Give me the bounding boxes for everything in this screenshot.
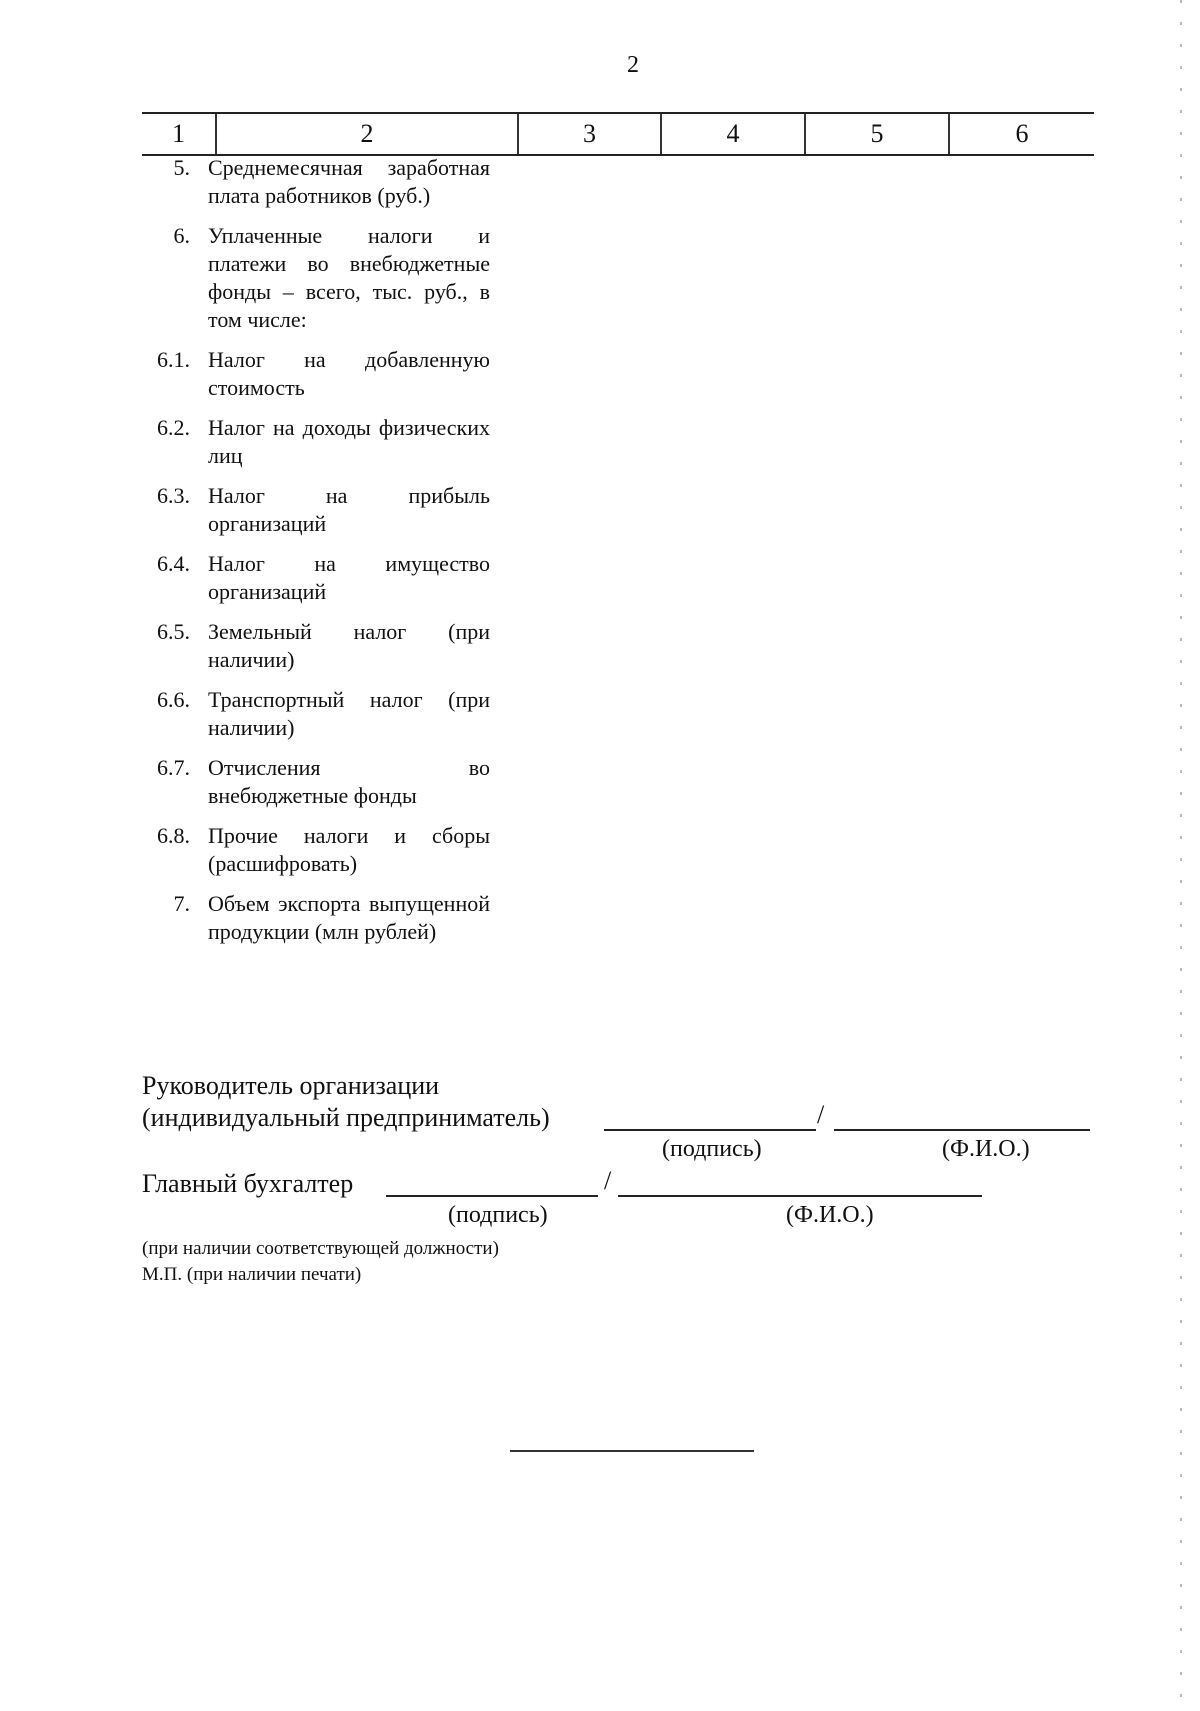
- head-subtitle: (индивидуальный предприниматель): [142, 1103, 550, 1132]
- table-row: [142, 686, 542, 742]
- accountant-signature-line[interactable]: [386, 1195, 598, 1197]
- table-row: [142, 822, 542, 878]
- table-row: [142, 618, 542, 674]
- column-header-1: 1: [142, 114, 217, 154]
- row-number: 6.8.: [157, 823, 190, 848]
- row-number: 6.7.: [157, 755, 190, 780]
- chief-accountant-label: Главный бухгалтер: [142, 1169, 354, 1198]
- row-label: Налог на прибыль организаций: [208, 483, 490, 536]
- row-label: Налог на имущество организаций: [208, 551, 490, 604]
- table-row: [142, 890, 542, 946]
- row-number: 6.4.: [157, 551, 190, 576]
- accountant-name-caption: (Ф.И.О.): [786, 1202, 874, 1228]
- stamp-note: М.П. (при наличии печати): [142, 1264, 362, 1285]
- table-row: [142, 482, 542, 538]
- row-label: Налог на доходы физических лиц: [208, 415, 490, 468]
- row-label: Транспортный налог (при наличии): [208, 687, 490, 740]
- page-number: 2: [627, 52, 639, 78]
- accountant-name-line[interactable]: [618, 1195, 982, 1197]
- column-header-6: 6: [1015, 119, 1029, 148]
- row-number: 6.1.: [157, 347, 190, 372]
- position-note: (при наличии соответствующей должности): [142, 1238, 499, 1259]
- row-label: Среднемесячная заработная плата работников (руб.): [208, 155, 490, 208]
- accountant-slash: /: [604, 1166, 612, 1195]
- row-number: 6.2.: [157, 415, 190, 440]
- table-row: [142, 154, 542, 210]
- row-number: 6.: [173, 223, 190, 248]
- column-header-5: 5: [806, 114, 950, 154]
- head-name-line[interactable]: [834, 1129, 1090, 1131]
- column-header-4: 4: [662, 114, 806, 154]
- table-header: [142, 112, 1094, 156]
- closing-rule: [510, 1450, 754, 1452]
- row-label: Объем экспорта выпущенной продукции (млн рублей): [208, 891, 490, 944]
- head-title: Руководитель организации: [142, 1071, 440, 1100]
- row-label: Земельный налог (при наличии): [208, 619, 490, 672]
- head-name-caption: (Ф.И.О.): [942, 1136, 1030, 1162]
- row-number: 5.: [173, 155, 190, 180]
- head-signature-line[interactable]: [604, 1129, 816, 1131]
- scan-edge-marks: [1180, 0, 1182, 1711]
- head-slash: /: [817, 1100, 825, 1129]
- accountant-signature-caption: (подпись): [448, 1202, 548, 1228]
- head-signature-caption: (подпись): [662, 1136, 762, 1162]
- row-label: Налог на добавленную стоимость: [208, 347, 490, 400]
- row-label: Прочие налоги и сборы (расшифровать): [208, 823, 490, 876]
- row-number: 6.6.: [157, 687, 190, 712]
- table-row: [142, 414, 542, 470]
- table-row: [142, 346, 542, 402]
- table-row: [142, 754, 542, 810]
- row-number: 6.3.: [157, 483, 190, 508]
- row-number: 7.: [173, 891, 190, 916]
- column-header-2: 2: [217, 114, 519, 154]
- indicator-rows: [142, 154, 542, 958]
- row-label: Уплаченные налоги и платежи во внебюджетные фонды – всего, тыс. руб., в том числе:: [208, 223, 490, 332]
- table-row: [142, 222, 542, 334]
- row-label: Отчисления во внебюджетные фонды: [208, 755, 490, 808]
- column-header-3: 3: [519, 114, 662, 154]
- table-row: [142, 550, 542, 606]
- row-number: 6.5.: [157, 619, 190, 644]
